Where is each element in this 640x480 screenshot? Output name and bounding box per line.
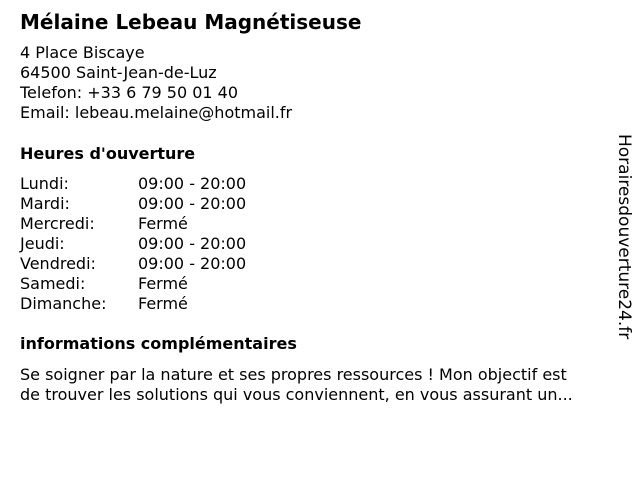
day-label: Lundi:	[20, 174, 69, 193]
address-city: 64500 Saint-Jean-de-Luz	[20, 63, 217, 82]
address-street: 4 Place Biscaye	[20, 43, 145, 62]
day-hours: Fermé	[138, 294, 188, 313]
day-hours: 09:00 - 20:00	[138, 234, 247, 253]
day-label: Samedi:	[20, 274, 86, 293]
day-hours: Fermé	[138, 214, 188, 233]
site-watermark: Horairesdouverture24.fr	[614, 134, 634, 340]
day-label: Vendredi:	[20, 254, 96, 273]
day-label: Dimanche:	[20, 294, 107, 313]
business-name: Mélaine Lebeau Magnétiseuse	[20, 10, 362, 34]
description-line: de trouver les solutions qui vous conviennent, en vous assurant un...	[20, 385, 573, 404]
day-label: Mercredi:	[20, 214, 95, 233]
email-address: Email: lebeau.melaine@hotmail.fr	[20, 103, 293, 122]
description-line: Se soigner par la nature et ses propres ressources ! Mon objectif est	[20, 365, 567, 384]
phone-number: Telefon: +33 6 79 50 01 40	[20, 83, 239, 102]
day-hours: 09:00 - 20:00	[138, 174, 247, 193]
opening-hours-heading: Heures d'ouverture	[20, 144, 196, 163]
day-label: Mardi:	[20, 194, 70, 213]
day-hours: Fermé	[138, 274, 188, 293]
day-label: Jeudi:	[20, 234, 65, 253]
day-hours: 09:00 - 20:00	[138, 194, 247, 213]
day-hours: 09:00 - 20:00	[138, 254, 247, 273]
description-text	[20, 365, 625, 405]
additional-info-heading: informations complémentaires	[20, 334, 297, 353]
